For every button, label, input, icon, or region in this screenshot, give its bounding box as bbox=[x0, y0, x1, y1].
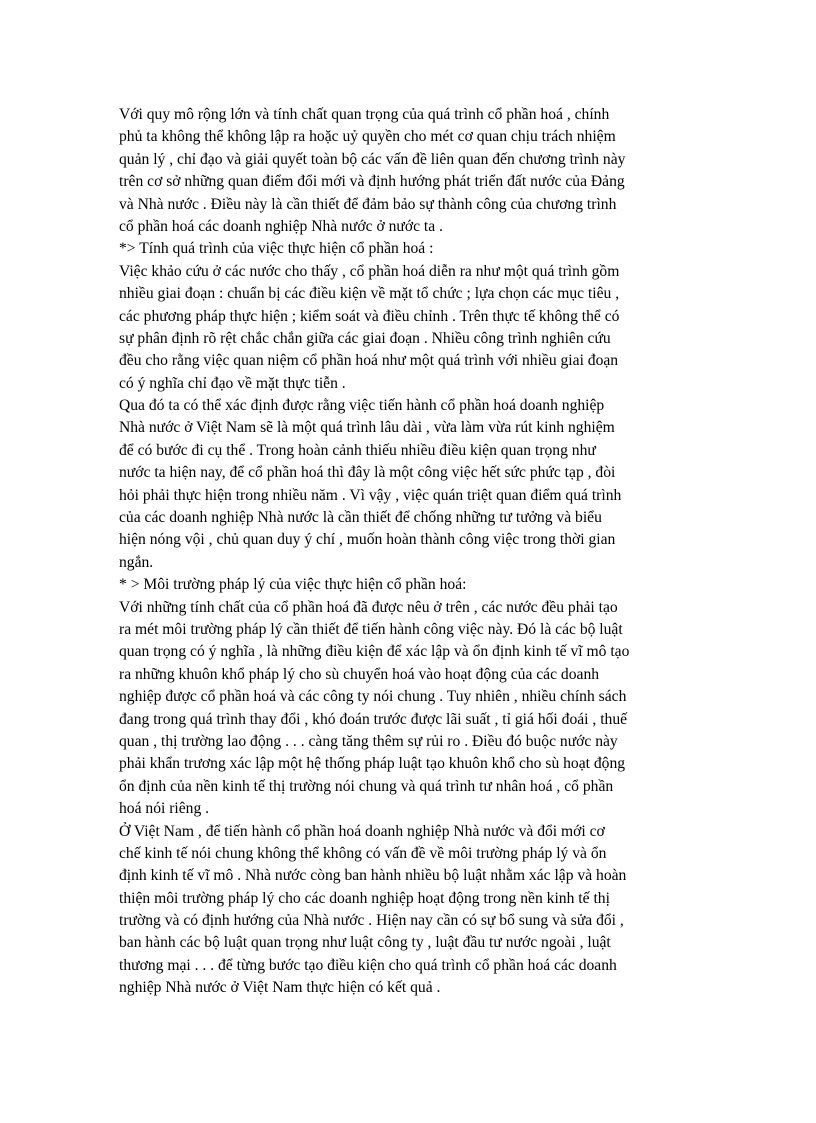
text-line: đều cho rằng việc quan niệm cổ phần hoá như một quá trình với nhiều giai đoạn bbox=[119, 352, 619, 370]
text-line: Với những tính chất của cổ phần hoá đã được nêu ở trên , các nước đều phải tạo bbox=[119, 598, 618, 616]
text-line: chế kinh tế nói chung không thể không có vấn đề về môi trường pháp lý và ổn bbox=[119, 844, 607, 862]
text-line: Nhà nước ở Việt Nam sẽ là một quá trình lâu dài , vừa làm vừa rút kinh nghiệm bbox=[119, 419, 615, 437]
text-line: Ở Việt Nam , để tiến hành cổ phần hoá doanh nghiệp Nhà nước và đổi mới cơ bbox=[119, 822, 605, 840]
text-line: hỏi phải thực hiện trong nhiều năm . Vì vậy , việc quán triệt quan điểm quá trình bbox=[119, 486, 622, 504]
text-line: phải khẩn trương xác lập một hệ thống pháp luật tạo khuôn khổ cho sù hoạt động bbox=[119, 755, 626, 773]
text-line: * > Môi trường pháp lý của việc thực hiện cổ phần hoá: bbox=[119, 576, 467, 594]
text-line: *> Tính quá trình của việc thực hiện cổ phần hoá : bbox=[119, 240, 434, 258]
text-line: và Nhà nước . Điều này là cần thiết để đảm bảo sự thành công của chương trình bbox=[119, 195, 617, 213]
text-line: sự phân định rõ rệt chắc chắn giữa các giai đoạn . Nhiều công trình nghiên cứu bbox=[119, 329, 611, 347]
text-line: ngắn. bbox=[119, 553, 154, 571]
text-line: có ý nghĩa chỉ đạo về mặt thực tiễn . bbox=[119, 374, 346, 392]
document-body bbox=[119, 104, 729, 1000]
text-line: quản lý , chỉ đạo và giải quyết toàn bộ các vấn đề liên quan đến chương trình này bbox=[119, 150, 626, 168]
text-line: của các doanh nghiệp Nhà nước là cần thiết để chống những tư tưởng và biểu bbox=[119, 509, 602, 527]
text-line: Việc khảo cứu ở các nước cho thấy , cổ phần hoá diễn ra như một quá trình gồm bbox=[119, 262, 620, 280]
text-line: ban hành các bộ luật quan trọng như luật công ty , luật đầu tư nước ngoài , luật bbox=[119, 934, 611, 952]
text-line: cổ phần hoá các doanh nghiệp Nhà nước ở nước ta . bbox=[119, 217, 443, 235]
text-line: ra những khuôn khổ pháp lý cho sù chuyển hoá vào hoạt động của các doanh bbox=[119, 665, 600, 683]
text-line: Với quy mô rộng lớn và tính chất quan trọng của quá trình cổ phần hoá , chính bbox=[119, 106, 610, 123]
text-line: trên cơ sở những quan điểm đổi mới và định hướng phát triển đất nước của Đảng bbox=[119, 173, 625, 191]
text-line: phủ ta không thể không lập ra hoặc uỷ quyền cho mét cơ quan chịu trách nhiệm bbox=[119, 128, 616, 146]
text-line: ra mét môi trường pháp lý cần thiết để tiến hành công việc này. Đó là các bộ luật bbox=[119, 620, 623, 638]
text-line: Qua đó ta có thể xác định được rằng việc tiến hành cổ phần hoá doanh nghiệp bbox=[119, 397, 605, 415]
text-line: đang trong quá trình thay đổi , khó đoán trước được lãi suất , tỉ giá hối đoái , thuế bbox=[119, 710, 628, 728]
text-line: trường và có định hướng của Nhà nước . Hiện nay cần có sự bổ sung và sửa đổi , bbox=[119, 912, 624, 930]
text-line: nghiệp Nhà nước ở Việt Nam thực hiện có kết quả . bbox=[119, 979, 441, 997]
text-line: các phương pháp thực hiện ; kiểm soát và điều chỉnh . Trên thực tế không thể có bbox=[119, 307, 620, 325]
text-line: hiện nóng vội , chủ quan duy ý chí , muốn hoàn thành công việc trong thời gian bbox=[119, 531, 616, 549]
text-line: hoá nói riêng . bbox=[119, 800, 210, 818]
text-line: thiện môi trường pháp lý cho các doanh nghiệp hoạt động trong nền kinh tế thị bbox=[119, 889, 610, 907]
text-line: nghiệp được cổ phần hoá và các công ty nói chung . Tuy nhiên , nhiều chính sách bbox=[119, 688, 627, 706]
text-line: quan trọng có ý nghĩa , là những điều kiện để xác lập và ổn định kinh tế vĩ mô tạo bbox=[119, 643, 630, 661]
text-line: nước ta hiện nay, để cổ phần hoá thì đây là một công việc hết sức phức tạp , đòi bbox=[119, 464, 616, 482]
text-line: ổn định của nền kinh tế thị trường nói chung và quá trình tư nhân hoá , cổ phần bbox=[119, 777, 614, 795]
text-line: nhiều giai đoạn : chuẩn bị các điều kiện về mặt tổ chức ; lựa chọn các mục tiêu , bbox=[119, 285, 620, 303]
text-line: định kinh tế vĩ mô . Nhà nước còng ban hành nhiều bộ luật nhằm xác lập và hoàn bbox=[119, 867, 627, 885]
text-line: quan , thị trường lao động . . . càng tăng thêm sự rủi ro . Điều đó buộc nước này bbox=[119, 732, 618, 750]
text-line: để có bước đi cụ thể . Trong hoàn cảnh thiếu nhiều điều kiện quan trọng như bbox=[119, 441, 596, 459]
text-line: thương mại . . . để từng bước tạo điều kiện cho quá trình cổ phần hoá các doanh bbox=[119, 956, 617, 974]
